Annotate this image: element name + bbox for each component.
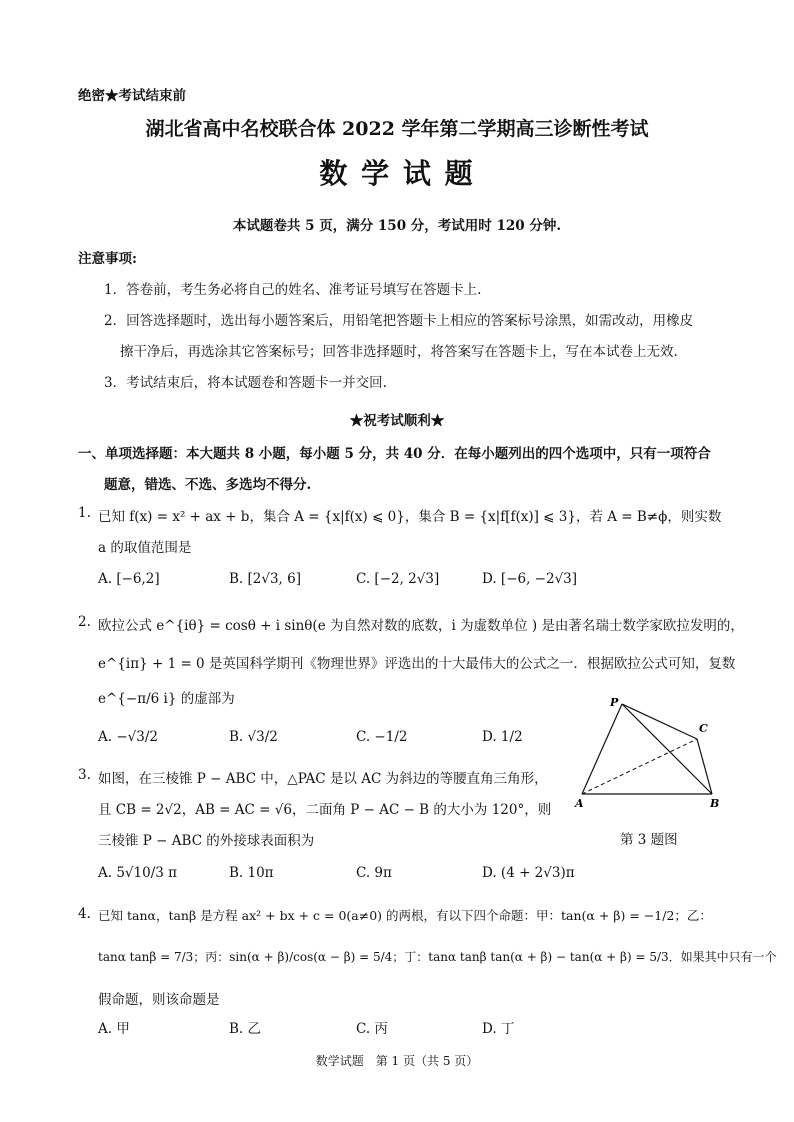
q3-option-d[interactable]: D. (4 + 2√3)π bbox=[482, 865, 575, 881]
q2-stem-line2: e^{iπ} + 1 = 0 是英国科学期刊《物理世界》评选出的十大最伟大的公式之一．根据欧拉公式可知，复数 bbox=[98, 656, 736, 672]
vertex-label-b: B bbox=[710, 797, 720, 810]
subject-title: 数 学 试 题 bbox=[319, 157, 475, 190]
notice-item-1: 1．答卷前，考生务必将自己的姓名、准考证号填写在答题卡上. bbox=[104, 282, 482, 298]
good-luck-banner: ★祝考试顺利★ bbox=[349, 413, 445, 429]
q3-option-a[interactable]: A. 5√10/3 π bbox=[98, 865, 178, 881]
notice-heading: 注意事项: bbox=[78, 251, 137, 267]
q3-option-b[interactable]: B. 10π bbox=[229, 865, 274, 881]
exam-info: 本试题卷共 5 页，满分 150 分，考试用时 120 分钟. bbox=[232, 218, 562, 234]
q2-stem-line1: 欧拉公式 e^{iθ} = cosθ + i sinθ(e 为自然对数的底数，i 为虚数单位 ) 是由著名瑞士数学家欧拉发明的， bbox=[98, 618, 744, 634]
q3-figure-caption: 第 3 题图 bbox=[620, 832, 678, 848]
q3-option-c[interactable]: C. 9π bbox=[356, 865, 392, 881]
q3-stem-line1: 如图，在三棱锥 P − ABC 中，△PAC 是以 AC 为斜边的等腰直角三角形， bbox=[98, 771, 548, 787]
q4-stem-line1: 已知 tanα，tanβ 是方程 ax² + bx + c = 0(a≠0) 的两根，有以下四个命题：甲：tan(α + β) = −1/2；乙： bbox=[98, 908, 712, 923]
q4-stem-line3: 假命题，则该命题是 bbox=[98, 992, 220, 1008]
q3-stem-line2: 且 CB = 2√2，AB = AC = √6，二面角 P − AC − B 的大小为 120°，则 bbox=[98, 802, 552, 818]
q2-option-c[interactable]: C. −1/2 bbox=[356, 729, 408, 745]
exam-title: 湖北省高中名校联合体 2022 学年第二学期高三诊断性考试 bbox=[145, 118, 649, 140]
q2-option-d[interactable]: D. 1/2 bbox=[482, 729, 523, 745]
q1-option-a[interactable]: A. [−6,2] bbox=[98, 571, 160, 587]
q1-stem-line2: a 的取值范围是 bbox=[98, 540, 192, 556]
q4-option-d[interactable]: D. 丁 bbox=[482, 1021, 515, 1037]
q1-number: 1. bbox=[78, 505, 91, 521]
edge-pb bbox=[622, 704, 712, 794]
section1-header: 一、单项选择题：本大题共 8 小题，每小题 5 分，共 40 分．在每小题列出的四个选项中，只有一项符合 bbox=[78, 446, 711, 462]
q1-option-b[interactable]: B. [2√3, 6] bbox=[229, 571, 301, 587]
vertex-label-c: C bbox=[699, 722, 708, 735]
vertex-label-p: P bbox=[610, 696, 619, 709]
page-footer: 数学试题 第 1 页（共 5 页） bbox=[315, 1054, 479, 1068]
q4-option-c[interactable]: C. 丙 bbox=[356, 1021, 388, 1037]
q1-option-d[interactable]: D. [−6, −2√3] bbox=[482, 571, 578, 587]
q2-stem-line3: e^{−π/6 i} 的虚部为 bbox=[98, 691, 235, 707]
confidential-label: 绝密★考试结束前 bbox=[78, 88, 186, 104]
q3-stem-line3: 三棱锥 P − ABC 的外接球表面积为 bbox=[98, 833, 315, 849]
q1-option-c[interactable]: C. [−2, 2√3] bbox=[356, 571, 440, 587]
q2-option-b[interactable]: B. √3/2 bbox=[229, 729, 278, 745]
notice-item-2-cont: 擦干净后，再选涂其它答案标号；回答非选择题时，将答案写在答题卡上，写在本试卷上无效. bbox=[120, 344, 678, 360]
vertex-label-a: A bbox=[575, 797, 584, 810]
notice-item-2: 2．回答选择题时，选出每小题答案后，用铅笔把答题卡上相应的答案标号涂黑，如需改动，用橡皮 bbox=[104, 313, 694, 329]
q1-stem-line1: 已知 f(x) = x² + ax + b，集合 A = {x|f(x) ⩽ 0}，集合 B = {x|f[f(x)] ⩽ 3}，若 A = B≠ϕ，则实数 bbox=[98, 509, 722, 525]
q2-option-a[interactable]: A. −√3/2 bbox=[98, 729, 158, 745]
edge-pc bbox=[622, 704, 697, 739]
edge-ac-hidden bbox=[582, 739, 697, 794]
q3-figure-tetrahedron bbox=[572, 694, 732, 812]
notice-item-3: 3．考试结束后，将本试题卷和答题卡一并交回. bbox=[104, 375, 387, 391]
q4-number: 4. bbox=[78, 906, 91, 922]
q4-option-b[interactable]: B. 乙 bbox=[229, 1021, 262, 1037]
q4-stem-line2: tanα tanβ = 7/3；丙：sin(α + β)/cos(α − β) = 5/4；丁：tanα tanβ tan(α + β) − tan(α + β) = 5/3．如果其中只有一个 bbox=[98, 950, 777, 964]
q4-option-a[interactable]: A. 甲 bbox=[98, 1021, 130, 1037]
q3-number: 3. bbox=[78, 767, 91, 783]
section1-header-cont: 题意，错选、不选、多选均不得分. bbox=[104, 477, 312, 493]
edge-pa bbox=[582, 704, 622, 794]
q2-number: 2. bbox=[78, 614, 91, 630]
